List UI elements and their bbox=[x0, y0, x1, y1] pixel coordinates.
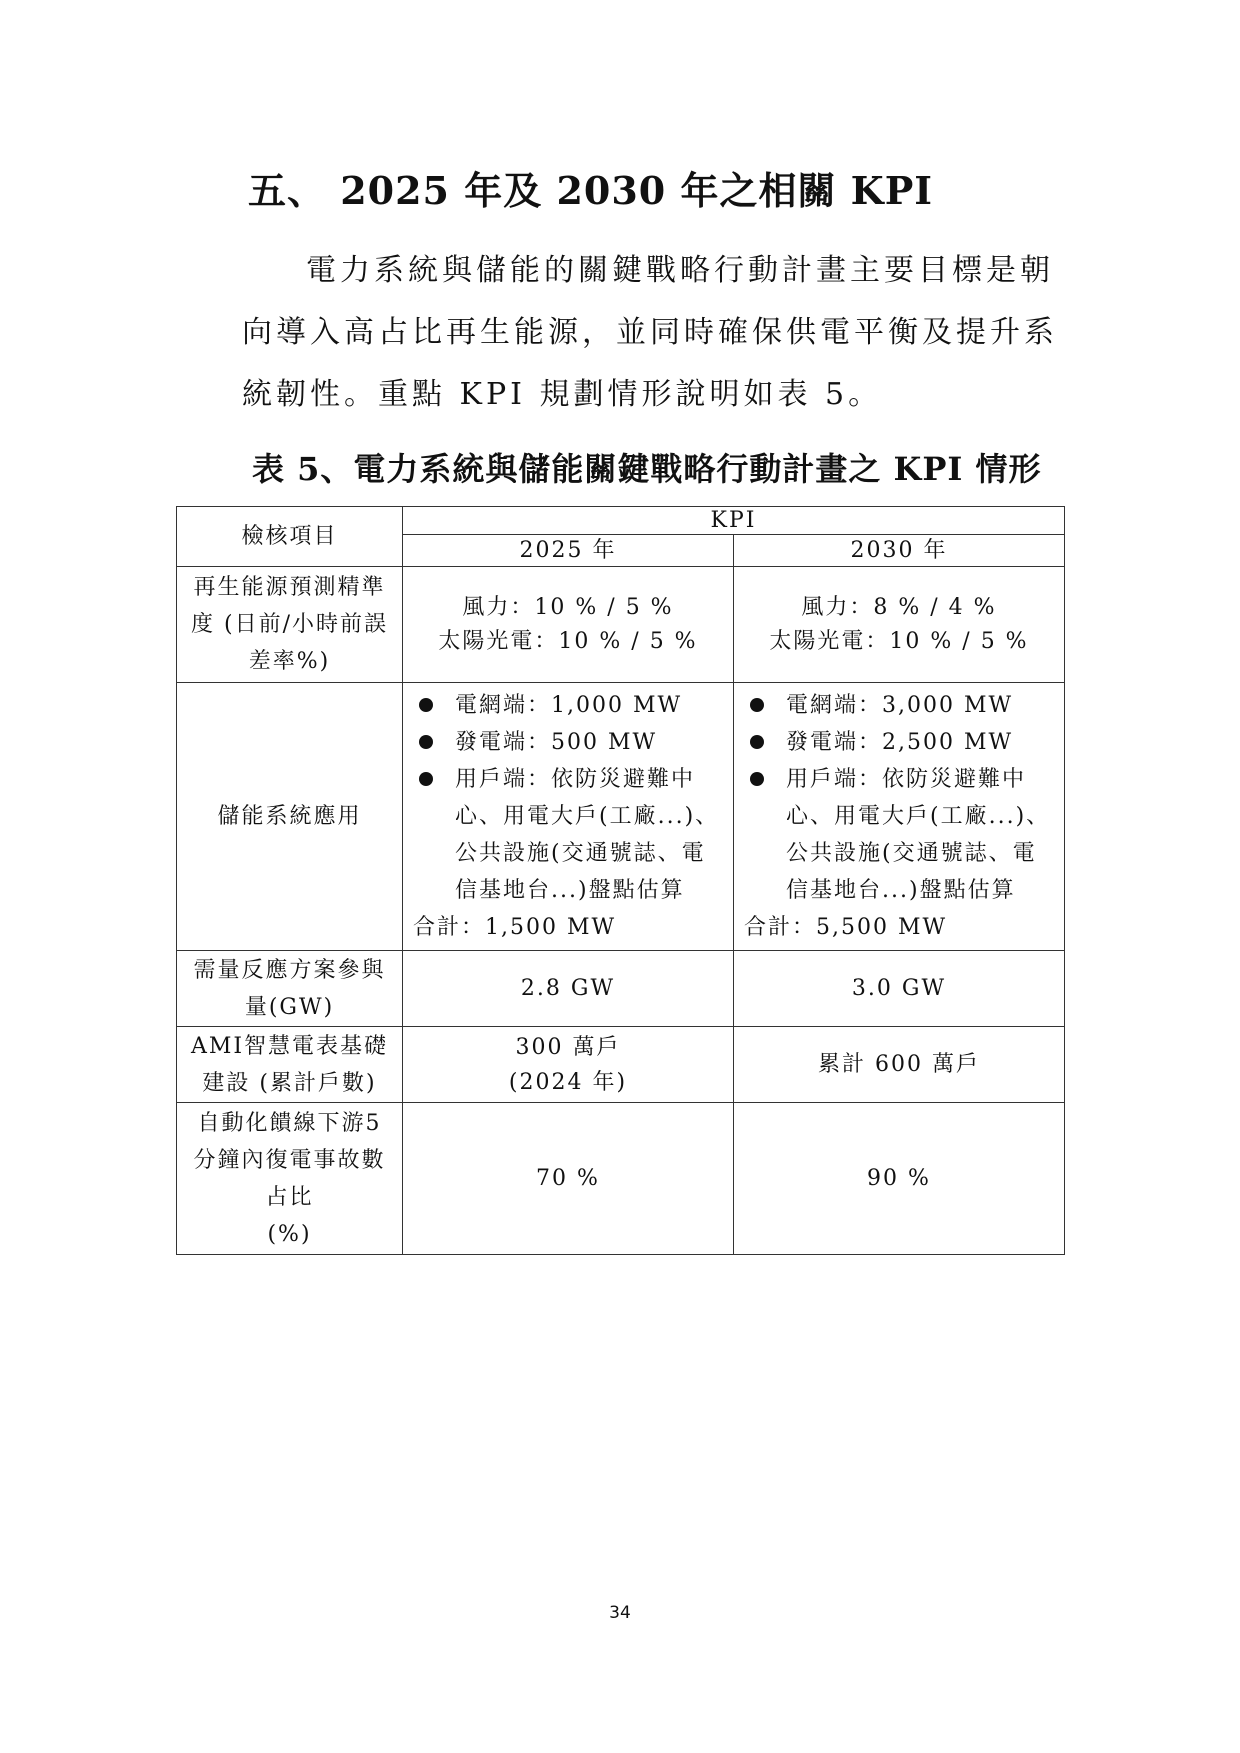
bullet-text: 信基地台...)盤點估算 bbox=[455, 878, 685, 903]
bullet-list bbox=[748, 687, 1052, 909]
bullet-dot-icon bbox=[419, 772, 433, 786]
row-item-cell bbox=[177, 951, 403, 1027]
bullet-list bbox=[417, 687, 721, 909]
row-2025-cell bbox=[403, 683, 734, 951]
cell-line: 差率%) bbox=[248, 649, 331, 674]
cell-line: AMI智慧電表基礎 bbox=[190, 1033, 389, 1059]
cell-line: 太陽光電：10 % / 5 % bbox=[769, 628, 1029, 654]
bullet-item bbox=[748, 687, 1052, 724]
bullet-text: 用戶端：依防災避難中 bbox=[786, 767, 1027, 792]
bullet-item bbox=[417, 687, 721, 724]
row-2030-cell: 累計 600 萬戶 bbox=[734, 1027, 1065, 1103]
cell-line: 需量反應方案參與 bbox=[193, 957, 386, 983]
page-number: 34 bbox=[609, 1603, 631, 1623]
cell-line: 度 (日前/小時前誤 bbox=[191, 612, 388, 637]
bullet-item bbox=[748, 724, 1052, 761]
bullet-dot-icon bbox=[419, 735, 433, 749]
table-title: 表 5、電力系統與儲能關鍵戰略行動計畫之 KPI 情形 bbox=[252, 450, 1042, 488]
cell-line: 再生能源預測精準 bbox=[193, 575, 386, 600]
cell-line: (2024 年) bbox=[508, 1069, 628, 1095]
bullet-text: 心、用電大戶(工廠...)、 bbox=[455, 804, 720, 829]
cell-line: 自動化饋線下游5 bbox=[197, 1110, 382, 1136]
bullet-text: 電網端：3,000 MW bbox=[786, 693, 1014, 718]
row-item-cell bbox=[177, 567, 403, 683]
bullet-text: 信基地台...)盤點估算 bbox=[786, 878, 1016, 903]
bullet-text: 發電端：500 MW bbox=[455, 730, 658, 755]
cell-line: 分鐘內復電事故數 bbox=[193, 1147, 386, 1173]
cell-line: 量(GW) bbox=[244, 994, 335, 1020]
paragraph-line: 電力系統與儲能的關鍵戰略行動計畫主要目標是朝 bbox=[306, 253, 1054, 288]
paragraph-line: 向導入高占比再生能源，並同時確保供電平衡及提升系 bbox=[242, 315, 1058, 350]
row-2030-cell: 3.0 GW bbox=[734, 951, 1065, 1027]
intro-paragraph bbox=[242, 240, 1058, 426]
kpi-table bbox=[176, 506, 1065, 1255]
header-2030-cell: 2030 年 bbox=[734, 535, 1065, 567]
cell-line: (%) bbox=[267, 1221, 312, 1247]
cell-line: 風力：8 % / 4 % bbox=[801, 594, 997, 620]
paragraph-line: 統韌性。重點 KPI 規劃情形說明如表 5。 bbox=[242, 377, 883, 412]
row-2025-cell bbox=[403, 1027, 734, 1103]
row-2025-cell bbox=[403, 567, 734, 683]
row-2025-cell: 70 % bbox=[403, 1103, 734, 1255]
section-title: 五、 2025 年及 2030 年之相關 KPI bbox=[248, 168, 934, 213]
bullet-dot-icon bbox=[750, 698, 764, 712]
bullet-dot-icon bbox=[750, 772, 764, 786]
bullet-item bbox=[417, 724, 721, 761]
cell-line: 太陽光電：10 % / 5 % bbox=[438, 628, 698, 654]
total-text: 合計：5,500 MW bbox=[744, 915, 948, 940]
cell-line: 300 萬戶 bbox=[515, 1034, 621, 1060]
total-text: 合計：1,500 MW bbox=[413, 915, 617, 940]
bullet-item bbox=[748, 761, 1052, 909]
row-item-cell bbox=[177, 1103, 403, 1255]
bullet-item bbox=[417, 761, 721, 909]
header-item-cell: 檢核項目 bbox=[177, 507, 403, 567]
row-item-cell: 儲能系統應用 bbox=[177, 683, 403, 951]
row-2025-cell: 2.8 GW bbox=[403, 951, 734, 1027]
cell-line: 風力：10 % / 5 % bbox=[462, 594, 674, 620]
row-item-cell bbox=[177, 1027, 403, 1103]
bullet-text: 公共設施(交通號誌、電 bbox=[455, 841, 706, 866]
bullet-text: 電網端：1,000 MW bbox=[455, 693, 683, 718]
bullet-text: 用戶端：依防災避難中 bbox=[455, 767, 696, 792]
header-kpi-cell: KPI bbox=[403, 507, 1065, 535]
row-2030-cell bbox=[734, 567, 1065, 683]
cell-line: 建設 (累計戶數) bbox=[202, 1070, 377, 1096]
cell-line: 占比 bbox=[265, 1184, 314, 1210]
header-2025-cell: 2025 年 bbox=[403, 535, 734, 567]
bullet-dot-icon bbox=[750, 735, 764, 749]
bullet-text: 心、用電大戶(工廠...)、 bbox=[786, 804, 1051, 829]
row-2030-cell bbox=[734, 683, 1065, 951]
bullet-dot-icon bbox=[419, 698, 433, 712]
row-2030-cell: 90 % bbox=[734, 1103, 1065, 1255]
bullet-text: 發電端：2,500 MW bbox=[786, 730, 1014, 755]
bullet-text: 公共設施(交通號誌、電 bbox=[786, 841, 1037, 866]
